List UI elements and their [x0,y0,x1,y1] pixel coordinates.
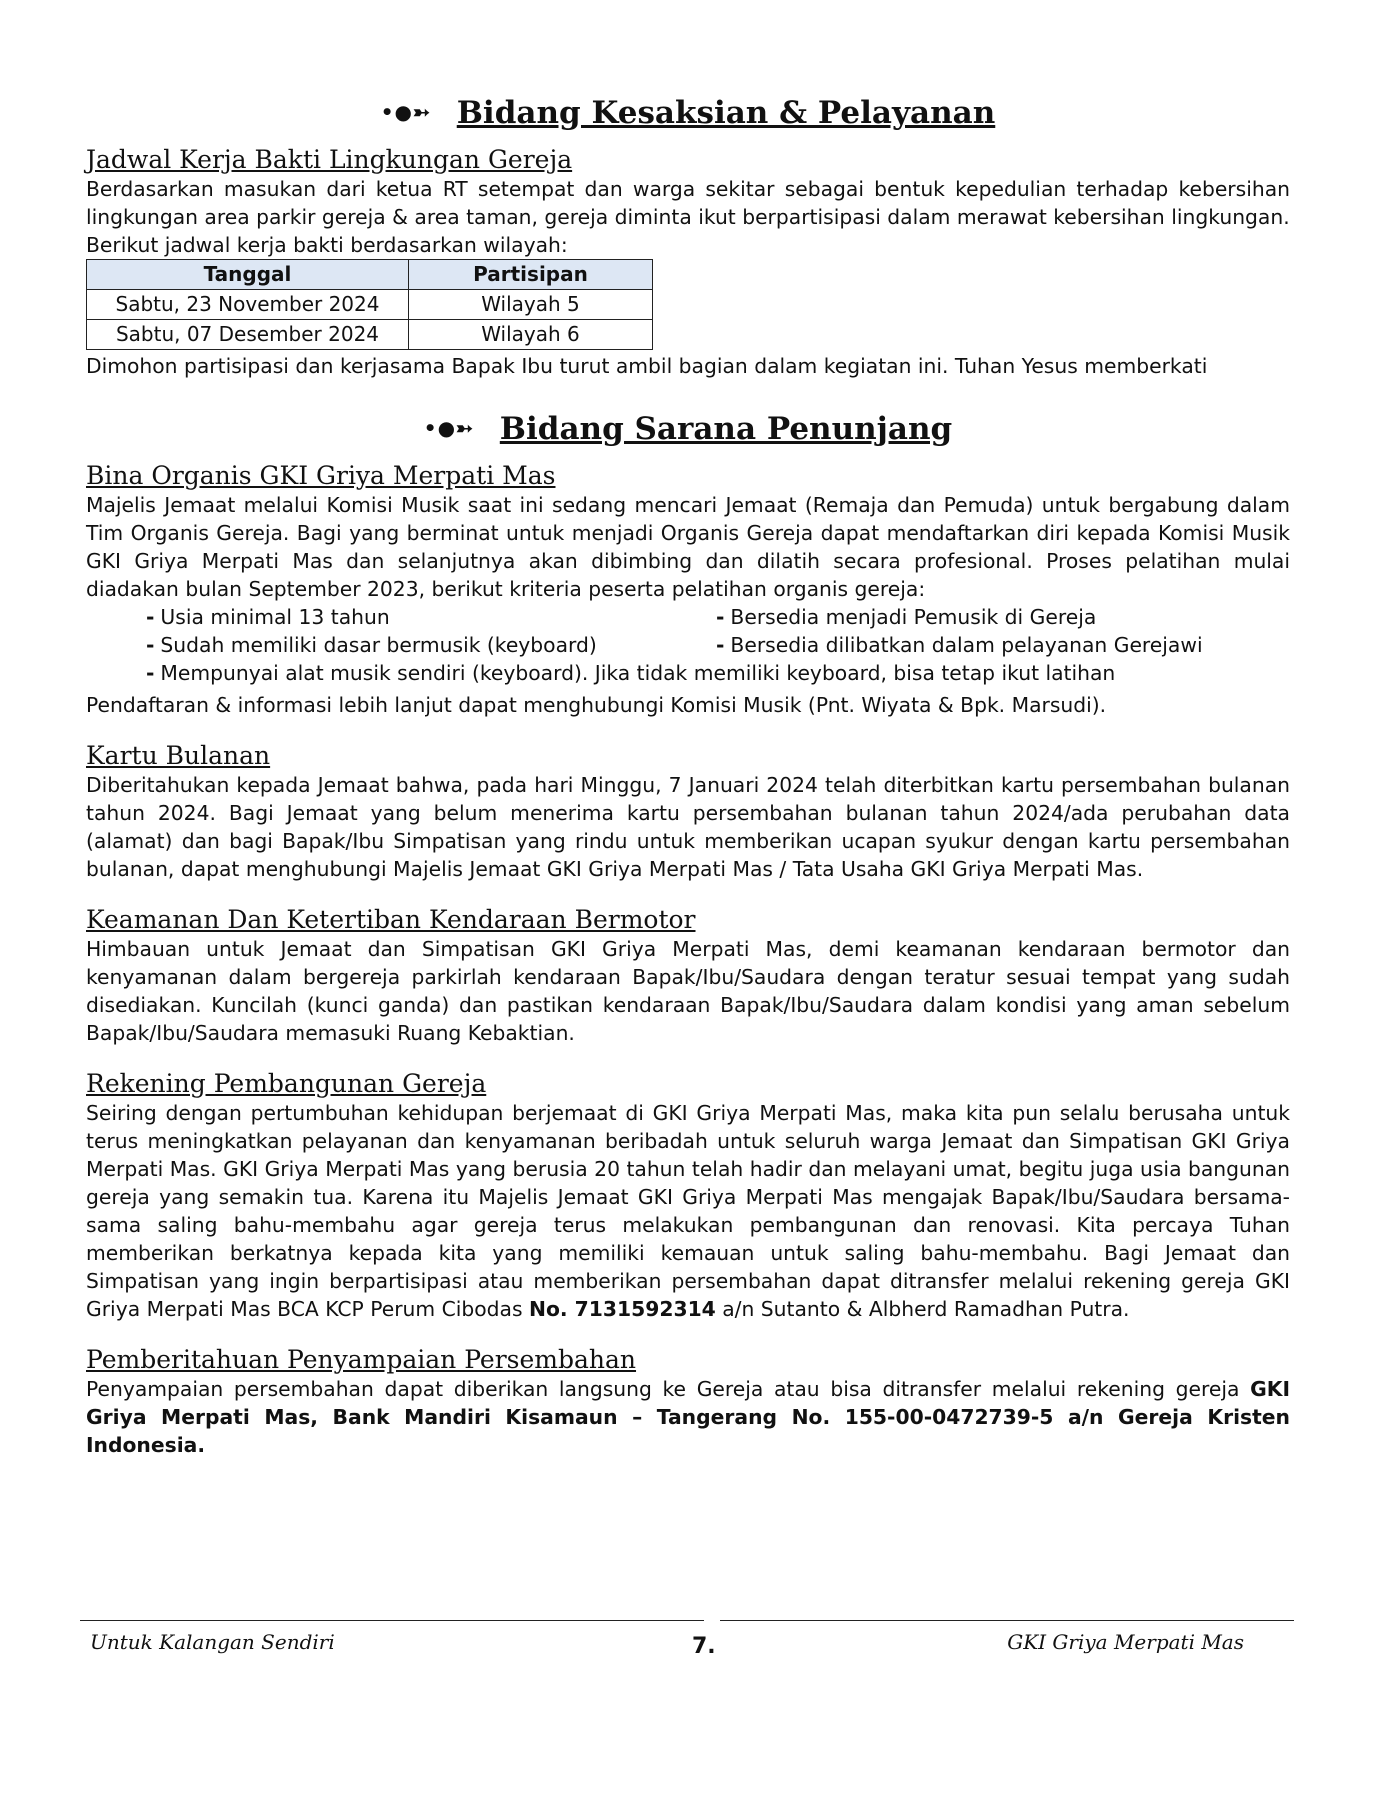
paragraph-keamanan: Himbauan untuk Jemaat dan Simpatisan GKI Griya Merpati Mas, demi keamanan kendaraan bermotor dan kenyamanan dalam bergereja parkirlah kendaraan Bapak/Ibu/Saudara dengan teratur sesuai tempat yang sudah disediakan. Kuncilah (kunci ganda) dan pastikan kendaraan Bapak/Ibu/Saudara dalam kondisi yang aman sebelum Bapak/Ibu/Saudara memasuki Ruang Kebaktian. [86,937,1290,1045]
account-number: No. 7131592314 [529,1297,716,1321]
list-item: - Bersedia dilibatkan dalam pelayanan Gerejawi [716,633,1203,657]
cell-date: Sabtu, 07 Desember 2024 [87,320,409,350]
paragraph-jadwal-intro: Berdasarkan masukan dari ketua RT setempat dan warga sekitar sebagai bentuk kepedulian terhadap kebersihan lingkungan area parkir gereja & area taman, gereja diminta ikut berpartisipasi dalam merawat kebersihan lingkungan. [86,177,1290,229]
table-row [87,320,653,350]
column-header-tanggal: Tanggal [87,260,409,290]
footer-divider-right [720,1620,1294,1621]
subheading-keamanan: Keamanan Dan Ketertiban Kendaraan Bermotor [86,905,696,934]
bank-account-info: GKI Griya Merpati Mas, Bank Mandiri Kisamaun – Tangerang No. 155-00-0472739-5 a/n Gereja Kristen Indonesia. [86,1377,1290,1457]
section-title: Bidang Kesaksian & Pelayanan [456,95,996,131]
list-item: - Mempunyai alat musik sendiri (keyboard). Jika tidak memiliki keyboard, bisa tetap ikut latihan [146,661,1116,685]
subheading-jadwal: Jadwal Kerja Bakti Lingkungan Gereja [86,145,573,174]
subheading-persembahan: Pemberitahuan Penyampaian Persembahan [86,1345,637,1374]
paragraph-jadwal-closing: Dimohon partisipasi dan kerjasama Bapak Ibu turut ambil bagian dalam kegiatan ini. Tuhan Yesus memberkati [86,354,1208,378]
footer-right-text: GKI Griya Merpati Mas [1007,1630,1244,1654]
subheading-rekening: Rekening Pembangunan Gereja [86,1069,487,1098]
criteria-list [146,603,1290,687]
paragraph-organis: Majelis Jemaat melalui Komisi Musik saat ini sedang mencari Jemaat (Remaja dan Pemuda) untuk bergabung dalam Tim Organis Gereja. Bagi yang berminat untuk menjadi Organis Gereja dapat mendaftarkan diri kepada Komisi Musik GKI Griya Merpati Mas dan selanjutnya akan dibimbing dan dilatih secara profesional. Proses pelatihan mulai diadakan bulan September 2023, berikut kriteria peserta pelatihan organis gereja: [86,493,1290,601]
footer-divider-left [80,1620,704,1621]
section-heading-sarana [86,406,1290,451]
paragraph-persembahan: Penyampaian persembahan dapat diberikan langsung ke Gereja atau bisa ditransfer melalui rekening gereja GKI Griya Merpati Mas, Bank Mandiri Kisamaun – Tangerang No. 155-00-0472739-5 a/n Gereja Kristen Indonesia. [86,1377,1290,1457]
cell-date: Sabtu, 23 November 2024 [87,290,409,320]
schedule-table [86,259,653,350]
paragraph-organis-closing: Pendaftaran & informasi lebih lanjut dapat menghubungi Komisi Musik (Pnt. Wiyata & Bpk. Marsudi). [86,693,1107,717]
list-item: - Usia minimal 13 tahun [146,605,390,629]
list-item: - Bersedia menjadi Pemusik di Gereja [716,605,1097,629]
page-number: 7. [692,1634,716,1659]
paragraph-jadwal-intro2: Berikut jadwal kerja bakti berdasarkan wilayah: [86,233,568,257]
column-header-partisipan: Partisipan [409,260,653,290]
cell-participant: Wilayah 6 [409,320,653,350]
subheading-kartu: Kartu Bulanan [86,741,271,770]
table-header-row [87,260,653,290]
bullet-ornament-icon: •●➳ [423,416,474,440]
subheading-organis: Bina Organis GKI Griya Merpati Mas [86,461,556,490]
content [86,86,1290,1459]
table-row [87,290,653,320]
section-title: Bidang Sarana Penunjang [499,411,953,447]
cell-participant: Wilayah 5 [409,290,653,320]
paragraph-rekening: Seiring dengan pertumbuhan kehidupan berjemaat di GKI Griya Merpati Mas, maka kita pun selalu berusaha untuk terus meningkatkan pelayanan dan kenyamanan beribadah untuk seluruh warga Jemaat dan Simpatisan GKI Griya Merpati Mas. GKI Griya Merpati Mas yang berusia 20 tahun telah hadir dan melayani umat, begitu juga usia bangunan gereja yang semakin tua. Karena itu Majelis Jemaat GKI Griya Merpati Mas mengajak Bapak/Ibu/Saudara bersama-sama saling bahu-membahu agar gereja terus melakukan pembangunan dan renovasi. Kita percaya Tuhan memberikan berkatnya kepada kita yang memiliki kemauan untuk saling bahu-membahu. Bagi Jemaat dan Simpatisan yang ingin berpartisipasi atau memberikan persembahan dapat ditransfer melalui rekening gereja GKI Griya Merpati Mas BCA KCP Perum Cibodas No. 7131592314 a/n Sutanto & Albherd Ramadhan Putra. [86,1101,1290,1321]
section-heading-kesaksian [86,90,1290,135]
paragraph-kartu: Diberitahukan kepada Jemaat bahwa, pada hari Minggu, 7 Januari 2024 telah diterbitkan kartu persembahan bulanan tahun 2024. Bagi Jemaat yang belum menerima kartu persembahan bulanan tahun 2024/ada perubahan data (alamat) dan bagi Bapak/Ibu Simpatisan yang rindu untuk memberikan ucapan syukur dengan kartu persembahan bulanan, dapat menghubungi Majelis Jemaat GKI Griya Merpati Mas / Tata Usaha GKI Griya Merpati Mas. [86,773,1290,881]
list-item: - Sudah memiliki dasar bermusik (keyboard) [146,633,597,657]
footer [80,1620,1294,1680]
bullet-ornament-icon: •●➳ [380,100,431,124]
footer-left-text: Untuk Kalangan Sendiri [90,1630,335,1654]
